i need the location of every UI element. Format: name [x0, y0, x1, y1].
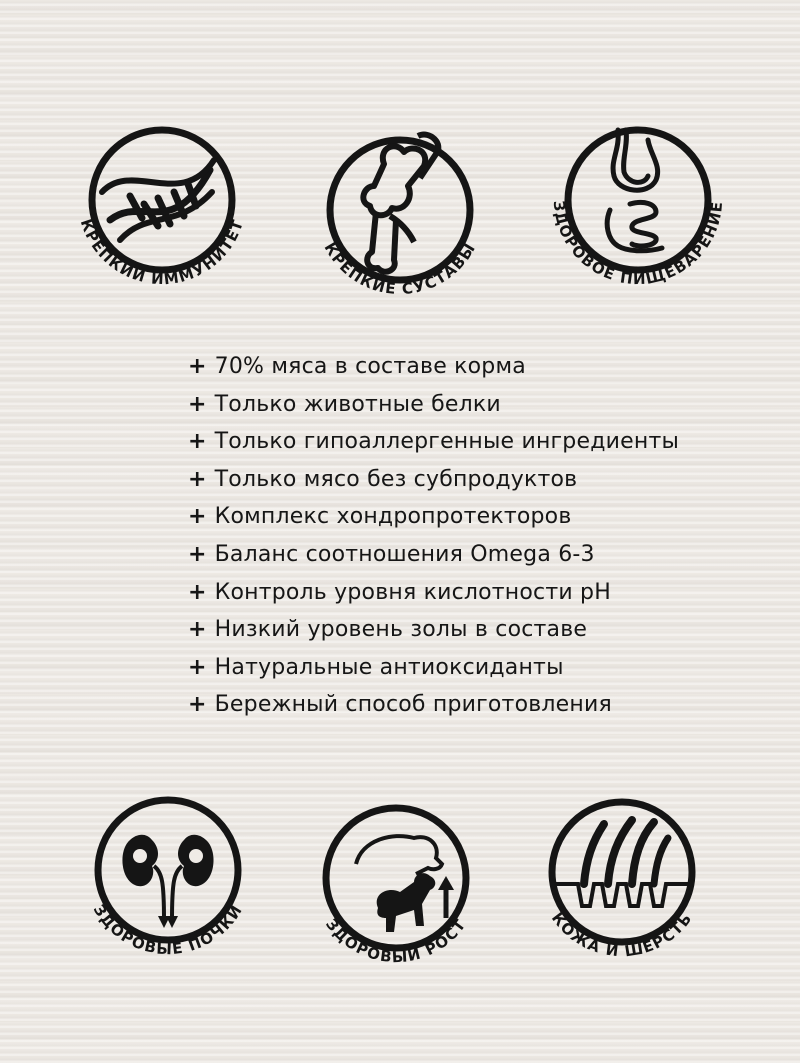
- feature-text: Только мясо без субпродуктов: [214, 466, 578, 492]
- badge-label: ЗДОРОВОЕ ПИЩЕВАРЕНИЕ: [549, 199, 727, 289]
- list-item: [188, 611, 679, 649]
- dog-growth-icon: [356, 836, 454, 932]
- bullet-plus: +: [188, 354, 207, 379]
- bullet-plus: +: [188, 466, 207, 492]
- badge-healthy-kidneys: [68, 770, 268, 970]
- list-item: [188, 423, 679, 461]
- list-item: [188, 386, 679, 424]
- list-item: [188, 536, 679, 574]
- feature-text: Низкий уровень золы в составе: [214, 617, 588, 643]
- bullet-plus: +: [188, 692, 207, 718]
- bullet-plus: +: [188, 579, 207, 605]
- badge-label: КОЖА И ШЕРСТЬ: [547, 909, 696, 961]
- bone-joint-icon: [363, 135, 438, 272]
- badge-healthy-digestion: [538, 100, 738, 300]
- bullet-plus: +: [188, 504, 207, 530]
- badge-skin-and-coat: [522, 772, 722, 972]
- feature-text: Только животные белки: [214, 391, 501, 417]
- badge-label: ЗДОРОВЫЕ ПОЧКИ: [89, 901, 247, 959]
- feature-text: Только гипоаллергенные ингредиенты: [214, 429, 680, 455]
- bullet-plus: +: [188, 391, 207, 417]
- feature-list: [188, 348, 679, 724]
- badge-label: ЗДОРОВЫЙ РОСТ: [322, 915, 470, 967]
- bullet-plus: +: [188, 541, 207, 567]
- kidneys-icon: [122, 835, 213, 928]
- bullet-plus: +: [188, 654, 207, 680]
- skin-hair-icon: [556, 820, 688, 906]
- badge-healthy-growth: [296, 778, 496, 978]
- stomach-intestine-icon: [607, 130, 662, 251]
- list-item: [188, 461, 679, 499]
- feature-text: Баланс соотношения Omega 6-3: [214, 541, 595, 567]
- list-item: [188, 498, 679, 536]
- feature-text: Комплекс хондропротекторов: [214, 504, 572, 530]
- feature-text: Натуральные антиоксиданты: [214, 654, 564, 680]
- list-item: [188, 574, 679, 612]
- feature-text: Контроль уровня кислотности pH: [214, 579, 611, 605]
- bullet-plus: +: [188, 617, 207, 643]
- feature-text: 70% мяса в составе корма: [214, 354, 526, 379]
- list-item: [188, 686, 679, 724]
- bullet-plus: +: [188, 429, 207, 455]
- badge-label: КРЕПКИЙ ИММУНИТЕТ: [76, 216, 248, 289]
- feature-text: Бережный способ приготовления: [214, 692, 612, 718]
- badge-strong-immunity: [62, 100, 262, 300]
- list-item: [188, 649, 679, 687]
- dna-icon: [102, 160, 214, 240]
- badge-label: КРЕПКИЕ СУСТАВЫ: [320, 239, 480, 299]
- badge-strong-joints: [300, 110, 500, 310]
- list-item: [188, 348, 679, 386]
- svg-text:КРЕПКИЙ ИММУНИТЕТ: [77, 217, 248, 289]
